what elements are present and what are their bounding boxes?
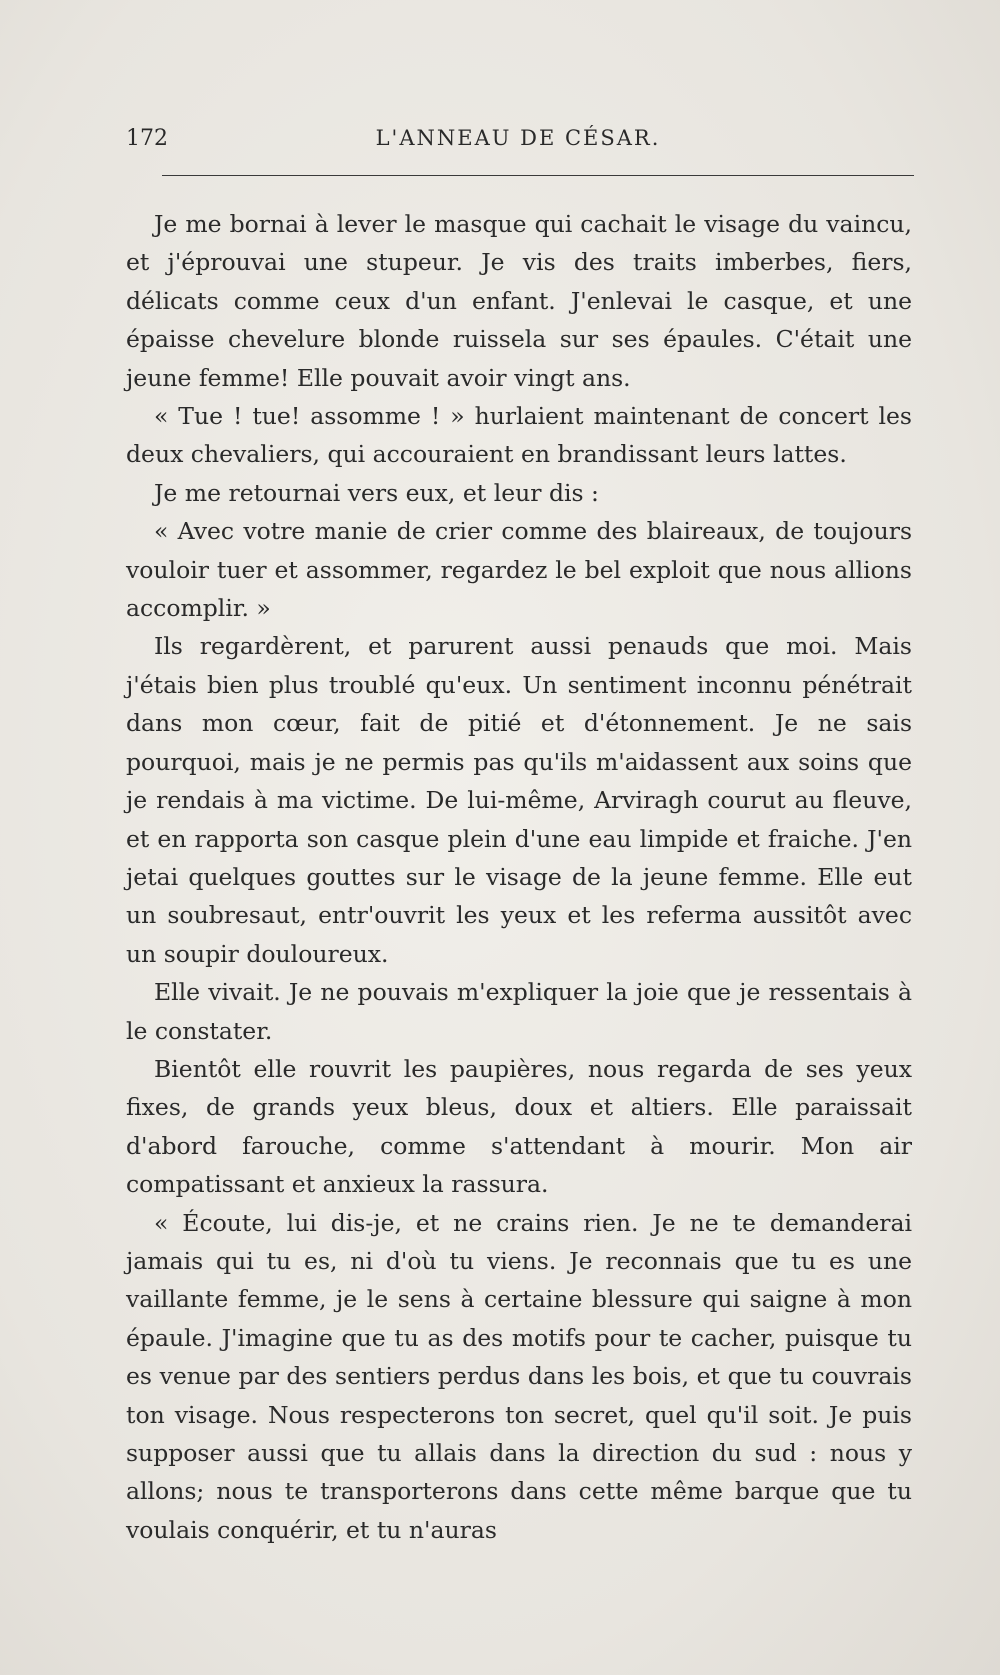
page-number: 172 — [126, 126, 168, 151]
page-header — [126, 126, 910, 158]
paragraph: « Écoute, lui dis-je, et ne crains rien. Je ne te demanderai jamais qui tu es, ni d'où tu viens. Je reconnais que tu es une vaillante femme, je le sens à certaine blessure qui saigne à mon épaule. J'imagine que tu as des motifs pour te cacher, puisque tu es venue par des sentiers perdus dans les bois, et que tu couvrais ton visage. Nous respecterons ton secret, quel qu'il soit. Je puis supposer aussi que tu allais dans la direction du sud : nous y allons; nous te transporterons dans cette même barque que tu voulais conquérir, et tu n'auras — [126, 1208, 912, 1544]
paragraph: Bientôt elle rouvrit les paupières, nous regarda de ses yeux fixes, de grands yeux bleus, doux et altiers. Elle paraissait d'abord farouche, comme s'attendant à mourir. Mon air compatissant et anxieux la rassura. — [126, 1054, 912, 1199]
paragraph: Elle vivait. Je ne pouvais m'expliquer la joie que je ressentais à le constater. — [126, 978, 912, 1045]
paragraph: Je me retournai vers eux, et leur dis : — [154, 478, 599, 507]
paragraph: Je me bornai à lever le masque qui cachait le visage du vaincu, et j'éprouvai une stupeur. Je vis des traits imberbes, fiers, délicats comme ceux d'un enfant. J'enlevai le casque, et une épaisse chevelure blonde ruissela sur ses épaules. C'était une jeune femme! Elle pouvait avoir vingt ans. — [126, 210, 912, 392]
header-rule — [162, 175, 914, 176]
paragraph: « Avec votre manie de crier comme des blaireaux, de toujours vouloir tuer et assommer, regardez le bel exploit que nous allions accomplir. » — [126, 517, 912, 623]
paragraph: Ils regardèrent, et parurent aussi penauds que moi. Mais j'étais bien plus troublé qu'eux. Un sentiment inconnu pénétrait dans mon cœur, fait de pitié et d'étonnement. Je ne sais pourquoi, mais je ne permis pas qu'ils m'aidassent aux soins que je rendais à ma victime. De lui-même, Arviragh courut au fleuve, et en rapporta son casque plein d'une eau limpide et fraiche. J'en jetai quelques gouttes sur le visage de la jeune femme. Elle eut un soubresaut, entr'ouvrit les yeux et les referma aussitôt avec un soupir douloureux. — [126, 632, 912, 968]
paragraph: « Tue ! tue! assomme ! » hurlaient maintenant de concert les deux chevaliers, qui accouraient en brandissant leurs lattes. — [126, 402, 912, 469]
body-text — [126, 205, 912, 1549]
running-title: L'ANNEAU DE CÉSAR. — [375, 126, 661, 150]
